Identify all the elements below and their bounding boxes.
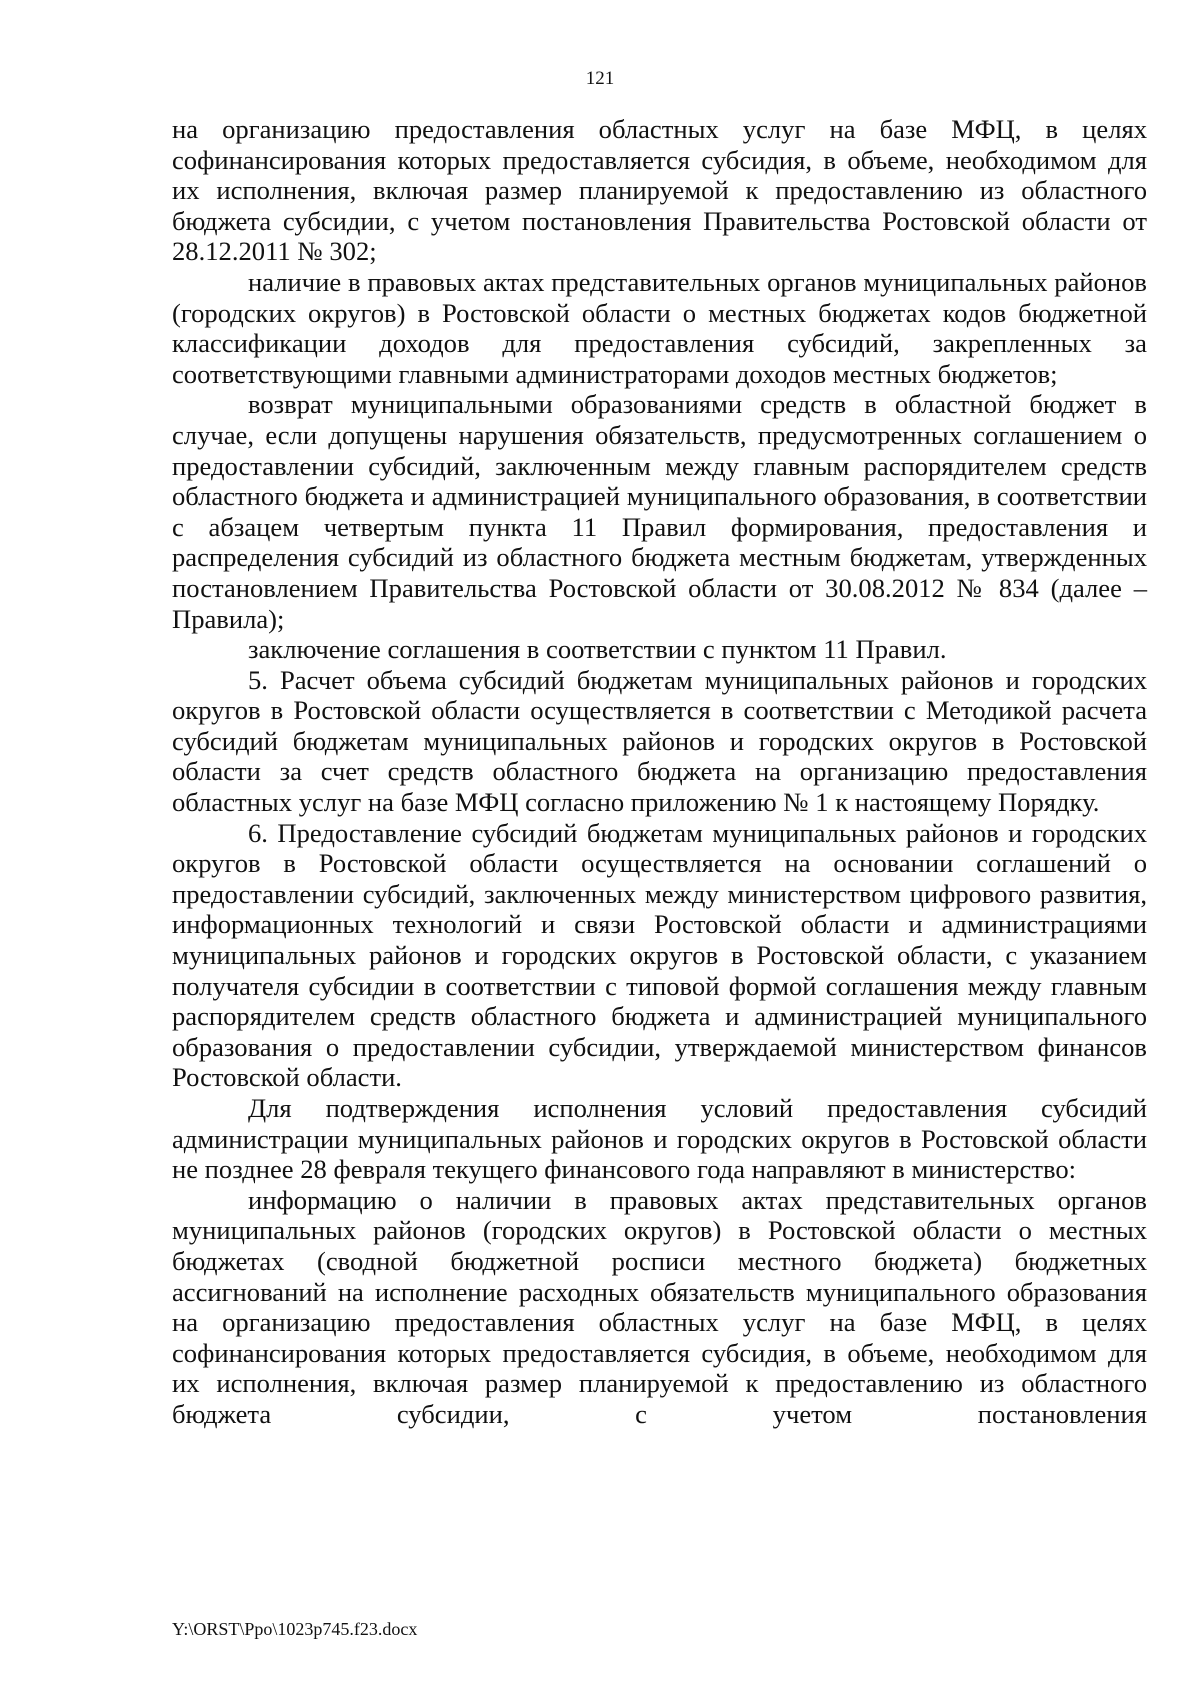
paragraph-item-5: 5. Расчет объема субсидий бюджетам муниципальных районов и городских округов в Ростовской области осуществляется в соответствии с Методикой расчета субсидий бюджетам муниципальных районов и городских округов в Ростовской области за счет средств областного бюджета на организацию предоставления областных услуг на базе МФЦ согласно приложению № 1 к настоящему Порядку. — [172, 664, 1147, 818]
paragraph-continuation: на организацию предоставления областных услуг на базе МФЦ, в целях софинансирования которых предоставляется субсидия, в объеме, необходимом для их исполнения, включая размер планируемой к предоставлению из областного бюджета субсидии, с учетом постановления Правительства Ростовской области от 28.12.2011 № 302; — [172, 114, 1147, 267]
document-body — [172, 114, 1147, 1430]
paragraph-refund: возврат муниципальными образованиями средств в областной бюджет в случае, если допущены нарушения обязательств, предусмотренных соглашением о предоставлении субсидий, заключенным между главным распорядителем средств областного бюджета и администрацией муниципального образования, в соответствии с абзацем четвертым пункта 11 Правил формирования, предоставления и распределения субсидий из областного бюджета местным бюджетам, утвержденных постановлением Правительства Ростовской области от 30.08.2012 № 834 (далее – Правила); — [172, 389, 1147, 634]
paragraph-confirmation: Для подтверждения исполнения условий предоставления субсидий администрации муниципальных районов и городских округов в Ростовской области не позднее 28 февраля текущего финансового года направляют в министерство: — [172, 1093, 1147, 1185]
footer-file-path: Y:\ORST\Ppo\1023p745.f23.docx — [172, 1619, 418, 1639]
paragraph-item-6: 6. Предоставление субсидий бюджетам муниципальных районов и городских округов в Ростовской области осуществляется на основании соглашений о предоставлении субсидий, заключенных между министерством цифрового развития, информационных технологий и связи Ростовской области и администрациями муниципальных районов и городских округов в Ростовской области, с указанием получателя субсидии в соответствии с типовой формой соглашения между главным распорядителем средств областного бюджета и администрацией муниципального образования о предоставлении субсидии, утверждаемой министерством финансов Ростовской области. — [172, 817, 1147, 1093]
paragraph-agreement: заключение соглашения в соответствии с пунктом 11 Правил. — [248, 634, 947, 665]
page-number: 121 — [585, 68, 615, 89]
paragraph-budget-codes: наличие в правовых актах представительных органов муниципальных районов (городских округов) в Ростовской области о местных бюджетах кодов бюджетной классификации доходов для предоставления субсидий, закрепленных за соответствующими главными администраторами доходов местных бюджетов; — [172, 266, 1147, 389]
paragraph-information: информацию о наличии в правовых актах представительных органов муниципальных районов (городских округов) в Ростовской области о местных бюджетах (сводной бюджетной росписи местного бюджета) бюджетных ассигнований на исполнение расходных обязательств муниципального образования на организацию предоставления областных услуг на базе МФЦ, в целях софинансирования которых предоставляется субсидия, в объеме, необходимом для их исполнения, включая размер планируемой к предоставлению из областного бюджета субсидии, с учетом постановления — [172, 1184, 1147, 1429]
